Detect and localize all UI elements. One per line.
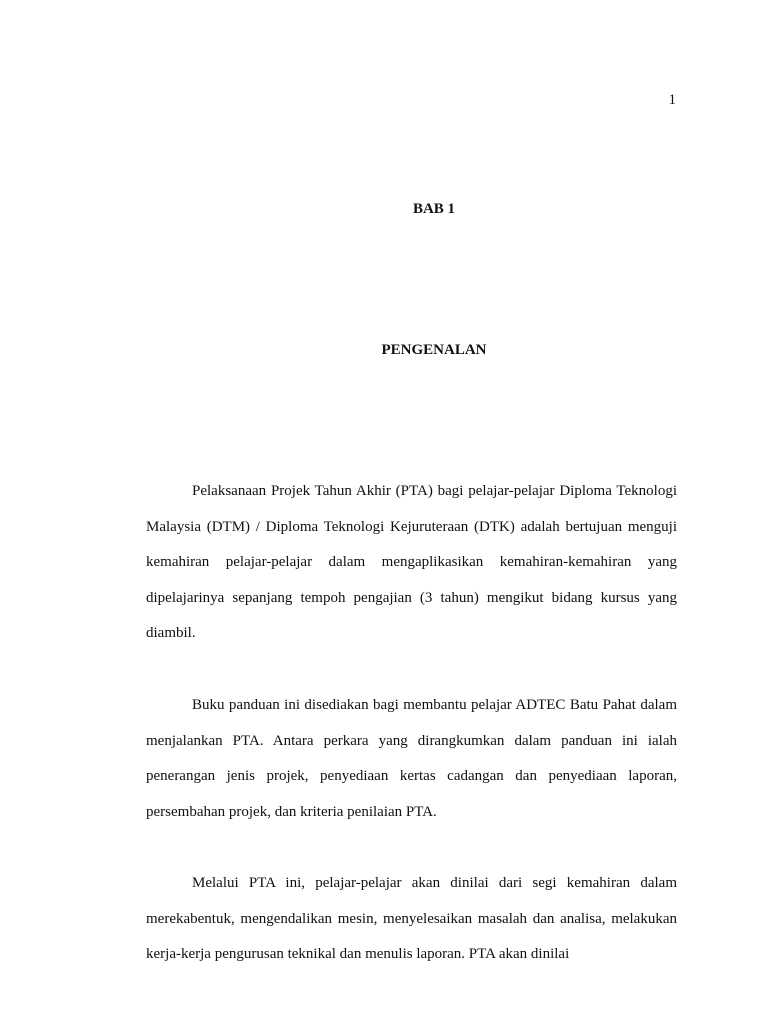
chapter-label: BAB 1 <box>412 201 456 217</box>
body-paragraph: Pelaksanaan Projek Tahun Akhir (PTA) bagi pelajar-pelajar Diploma Teknologi Malaysia (DTM) / Diploma Teknologi Kejuruteraan (DTK) adalah bertujuan menguji kemahiran pelajar-pelajar dalam mengaplikasikan kemahiran-kemahiran yang dipelajarinya sepanjang tempoh pengajian (3 tahun) mengikut bidang kursus yang diambil. <box>146 483 677 641</box>
page-number: 1 <box>668 92 676 108</box>
body-paragraph: Melalui PTA ini, pelajar-pelajar akan dinilai dari segi kemahiran dalam merekabentuk, mengendalikan mesin, menyelesaikan masalah dan analisa, melakukan kerja-kerja pengurusan teknikal dan menulis laporan. PTA akan dinilai <box>146 875 677 962</box>
chapter-title: PENGENALAN <box>381 342 487 358</box>
body-paragraph: Buku panduan ini disediakan bagi membantu pelajar ADTEC Batu Pahat dalam menjalankan PTA. Antara perkara yang dirangkumkan dalam panduan ini ialah penerangan jenis projek, penyediaan kertas cadangan dan penyediaan laporan, persembahan projek, dan kriteria penilaian PTA. <box>146 697 677 820</box>
